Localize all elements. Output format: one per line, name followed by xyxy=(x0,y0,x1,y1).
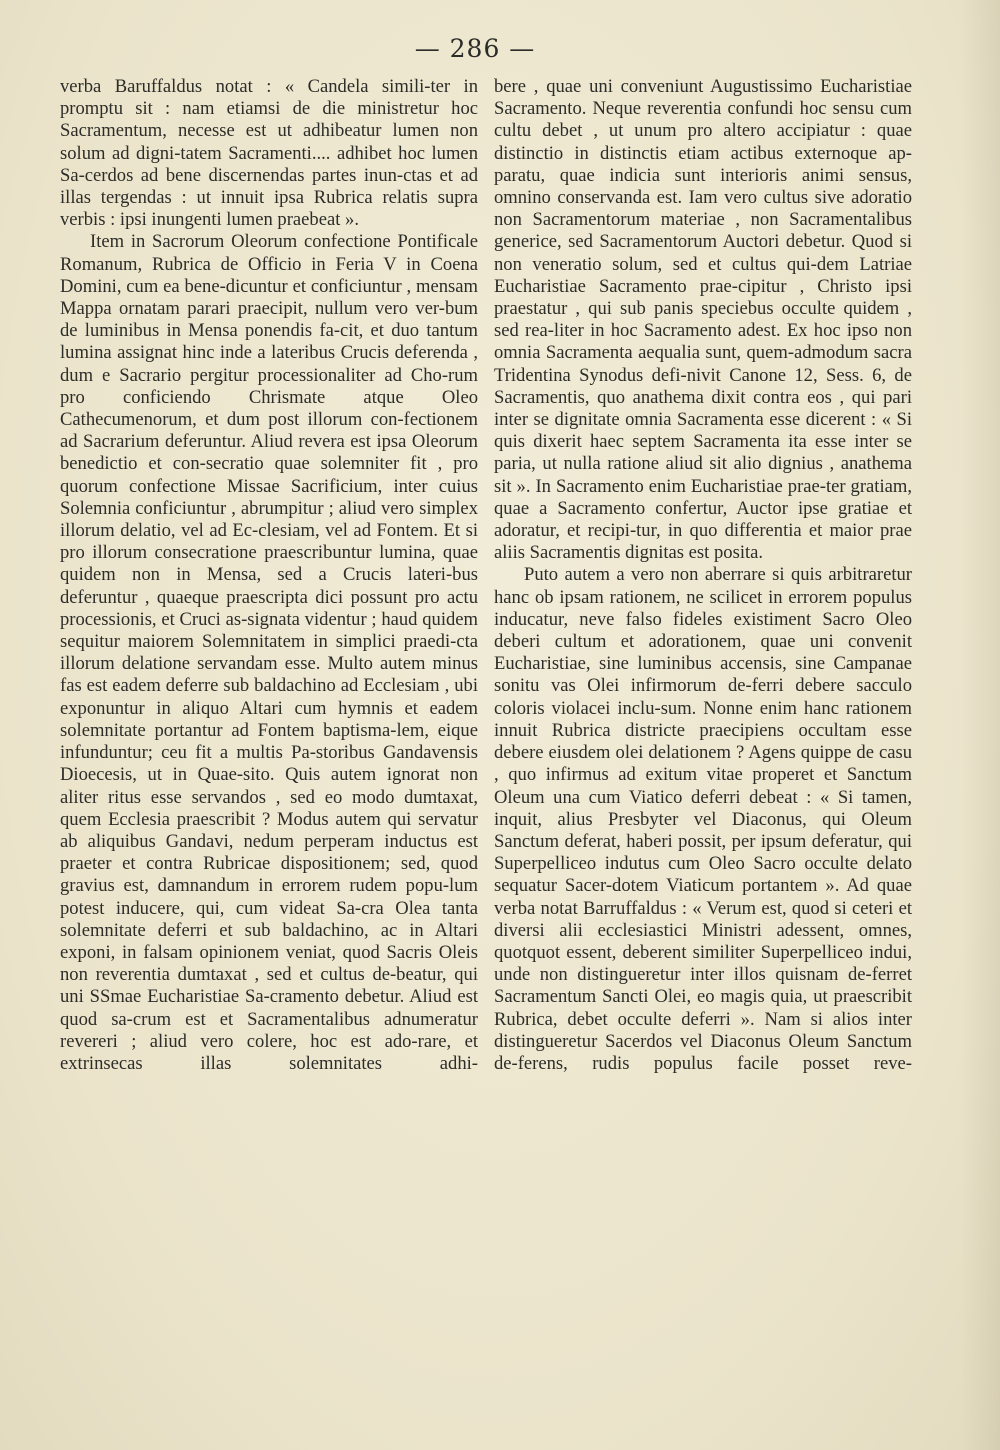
right-column xyxy=(494,76,912,1075)
page-number: — 286 — xyxy=(414,34,536,63)
page-edge-shadow xyxy=(960,0,1000,1450)
paragraph: verba Baruffaldus notat : « Candela simili-ter in promptu sit : nam etiamsi de die ministretur hoc Sacramentum, necesse est ut adhibeatur lumen non solum ad digni-tatem Sacramenti.... adhibet hoc lumen Sa-cerdos ad bene discernendas partes inun-ctas et ad illas tergendas : ut innuit ipsa Rubrica relatis supra verbis : ipsi inungenti lumen praebeat ». xyxy=(60,76,478,231)
paragraph: Puto autem a vero non aberrare si quis arbitraretur hanc ob ipsam rationem, ne scilicet in errorem populus inducatur, neve falso fideles existiment Sacro Oleo deberi cultum et adorationem, quae uni convenit Eucharistiae, sine luminibus accensis, sine Campanae sonitu vas Olei infirmorum de-ferri debere sacculo coloris violacei inclu-sum. Nonne enim hanc rationem innuit Rubrica districte praecipiens occultam esse debere eiusdem olei delationem ? Agens quippe de casu , quo infirmus ad exitum vitae properet et Sanctum Oleum una cum Viatico deferri debeat : « Si tamen, inquit, alius Presbyter vel Diaconus, qui Oleum Sanctum deferat, haberi possit, per ipsum deferatur, qui Superpelliceo indutus cum Oleo Sacro occulte delato sequatur Sacer-dotem Viaticum portantem ». Ad quae verba notat Barruffaldus : « Verum est, quod si ceteri et diversi alii ecclesiastici Ministri adessent, omnes, quotquot essent, deberent similiter Superpelliceo indui, unde non distingueretur inter illos quisnam de-ferret Sacramentum Sancti Olei, eo magis quia, ut praescribit Rubrica, debet occulte deferri ». Nam si alios inter distingueretur Sacerdos vel Diaconus Oleum Sanctum de-ferens, rudis populus facile posset reve- xyxy=(494,564,912,1074)
paragraph: bere , quae uni conveniunt Augustissimo Eucharistiae Sacramento. Neque reverentia confundi hoc sensu cum cultu debet , ut unum pro altero accipiatur : quae distinctio in distinctis etiam actibus externoque ap-paratu, quae indicia sunt interioris animi sensus, omnino conservanda est. Iam vero cultus sive adoratio non Sacramentorum materiae , non Sacramentalibus generice, sed Sacramentorum Auctori debetur. Quod si non veneratio solum, sed et cultus qui-dem Latriae Eucharistiae Sacramento prae-cipitur , Christo ipsi praestatur , qui sub panis speciebus occulte quidem , sed rea-liter in hoc Sacramento adest. Ex hoc ipso non omnia Sacramenta aequalia sunt, quem-admodum sacra Tridentina Synodus defi-nivit Canone 12, Sess. 6, de Sacramentis, quo anathema dixit contra eos , qui pari inter se dignitate omnia Sacramenta esse dicerent : « Si quis dixerit haec septem Sacramenta ita esse inter se paria, ut nulla ratione aliud sit alio dignius , anathema sit ». In Sacramento enim Eucharistiae prae-ter gratiam, quae a Sacramento confertur, Auctor ipse gratiae et adoratur, et recipi-tur, in quo differentia et maior prae aliis Sacramentis dignitas est posita. xyxy=(494,76,912,564)
left-column xyxy=(60,76,478,1075)
paragraph: Item in Sacrorum Oleorum confectione Pontificale Romanum, Rubrica de Officio in Feria V in Coena Domini, cum ea bene-dicuntur et conficiuntur , mensam Mappa ornatam parari praecipit, nullum vero ver-bum de luminibus in Mensa ponendis fa-cit, et duo tantum lumina assignat hinc inde a lateribus Crucis deferenda , dum e Sacrario pergitur processionaliter ad Cho-rum pro conficiendo Chrismate atque Oleo Cathecumenorum, et dum post illorum con-fectionem ad Sacrarium deferuntur. Aliud revera est ipsa Oleorum benedictio et con-secratio quae solemniter fit , pro quorum confectione Missae Sacrificium, inter cuius Solemnia conficiuntur , abrumpitur ; aliud vero simplex illorum delatio, vel ad Ec-clesiam, vel ad Fontem. Et si pro illorum consecratione praescribuntur lumina, quae quidem non in Mensa, sed a Crucis lateri-bus deferuntur , quaeque praescripta dici possunt pro actu processionis, et Cruci as-signata videntur ; haud quidem sequitur maiorem Solemnitatem in simplici praedi-cta illorum delatione servandam esse. Multo autem minus fas est eadem deferre sub baldachino ad Ecclesiam , ubi exponuntur in aliquo Altari cum hymnis et eadem solemnitate portantur ad Fontem baptisma-lem, eique infunduntur; ceu fit a multis Pa-storibus Gandavensis Dioecesis, ut in Quae-sito. Quis autem ignorat non aliter ritus esse servandos , sed eo modo dumtaxat, quem Ecclesia praescribit ? Modus autem qui servatur ab aliquibus Gandavi, nedum perperam inductus est praeter et contra Rubricae dispositionem; sed, quod gravius est, damnandum in errorem rudem popu-lum potest inducere, qui, cum videat Sa-cra Olea tanta solemnitate deferri et sub baldachino, ac in Altari exponi, in falsam opinionem veniat, quod Sacris Oleis non reverentia dumtaxat , sed et cultus de-beatur, qui uni SSmae Eucharistiae Sa-cramento debetur. Aliud est quod sa-crum est et Sacramentalibus adnumeratur revereri ; aliud vero colere, hoc est ado-rare, et extrinsecas illas solemnitates adhi- xyxy=(60,231,478,1074)
